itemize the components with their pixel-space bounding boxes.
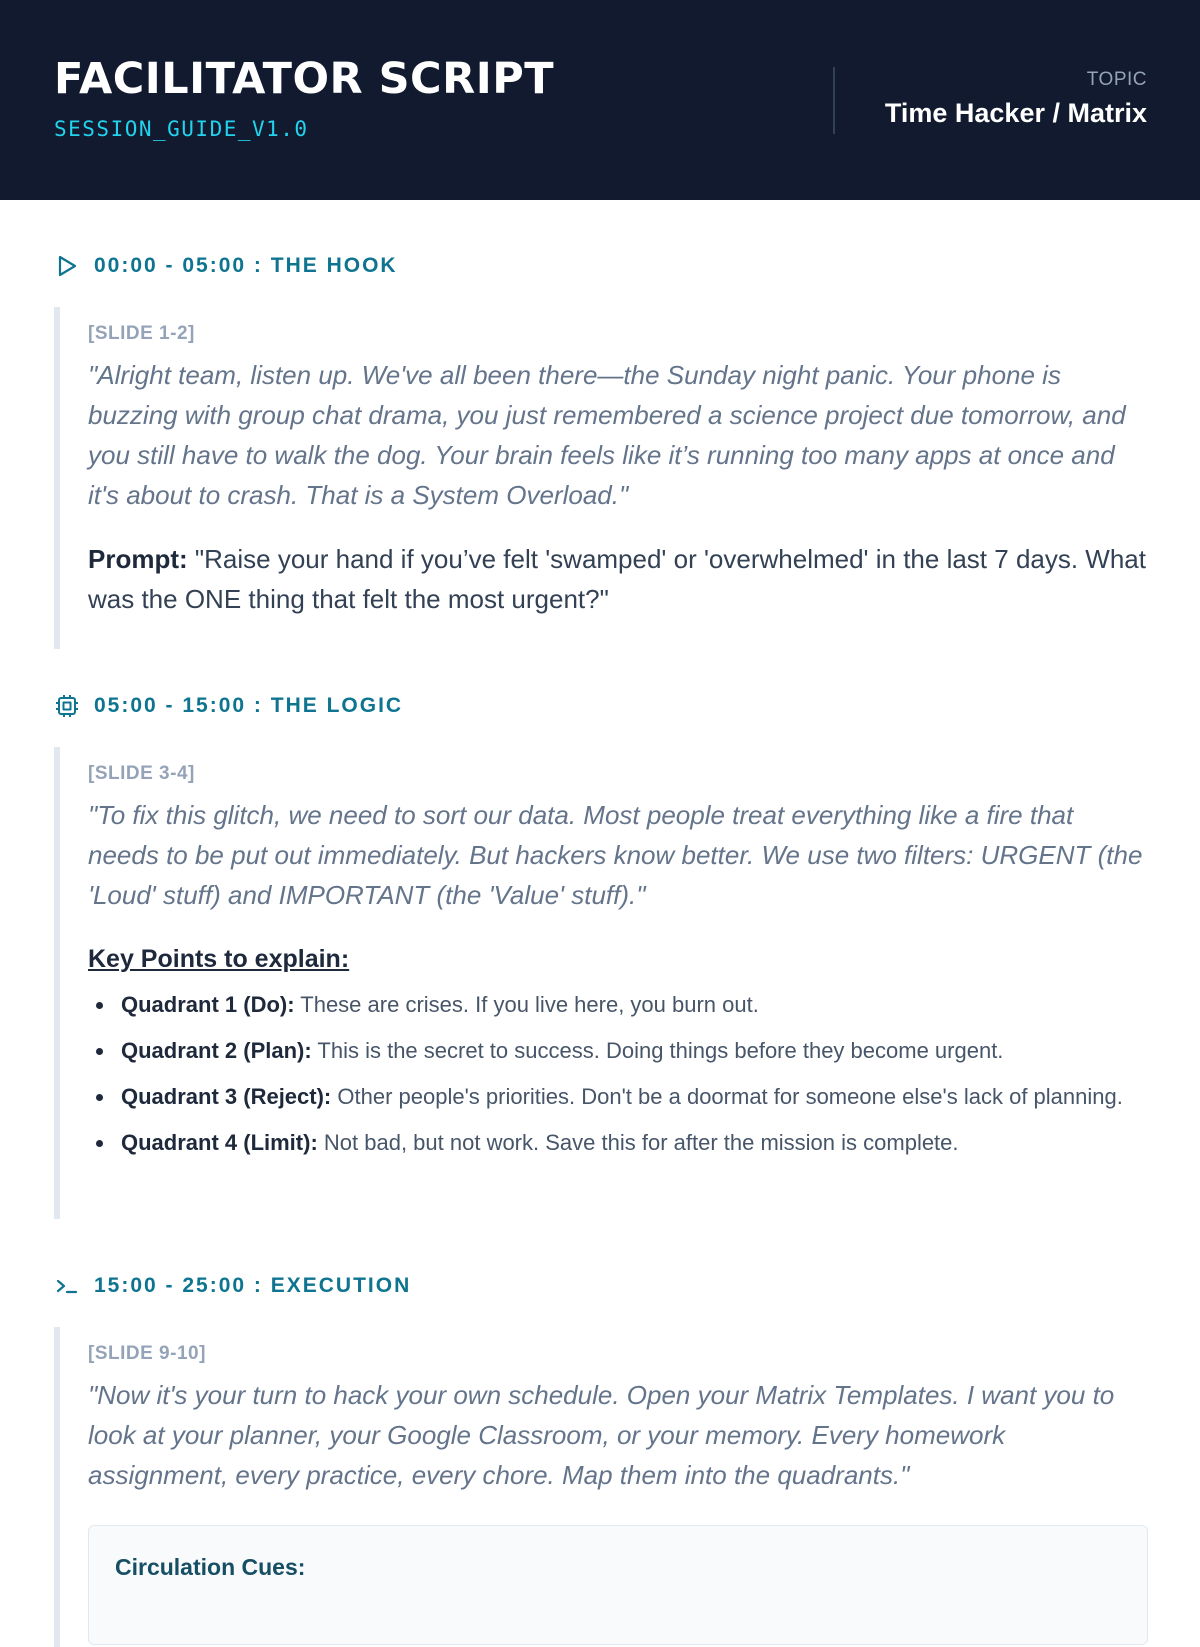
prompt-label: Prompt: bbox=[88, 544, 188, 574]
section-logic bbox=[54, 689, 1148, 1219]
key-point-label: Quadrant 1 (Do): bbox=[121, 992, 295, 1017]
section-title: 15:00 - 25:00 : EXECUTION bbox=[94, 1274, 412, 1297]
circulation-cues-title: Circulation Cues: bbox=[115, 1554, 306, 1580]
key-point-text: These are crises. If you live here, you burn out. bbox=[294, 992, 759, 1017]
key-point-text: Other people's priorities. Don't be a doormat for someone else's lack of planning. bbox=[331, 1084, 1123, 1109]
list-item bbox=[88, 1126, 1148, 1160]
page-header bbox=[0, 0, 1200, 200]
script-block bbox=[54, 1327, 1148, 1647]
script-quote: "Alright team, listen up. We've all been there—the Sunday night panic. Your phone is buzzing with group chat drama, you just remembered a science project due tomorrow, and you still have to walk the dog. Your brain feels like it’s running too many apps at once and it's about to crash. That is a System Overload." bbox=[88, 360, 1126, 510]
list-item bbox=[88, 1080, 1148, 1114]
list-item bbox=[88, 988, 1148, 1022]
prompt-text bbox=[88, 539, 1148, 619]
list-item bbox=[88, 1034, 1148, 1068]
section-hook bbox=[54, 249, 1148, 649]
key-point-label: Quadrant 3 (Reject): bbox=[121, 1084, 332, 1109]
topic-label: TOPIC bbox=[1086, 69, 1147, 90]
key-point-label: Quadrant 2 (Plan): bbox=[121, 1038, 312, 1063]
key-points-list bbox=[88, 988, 1148, 1160]
prompt-body: "Raise your hand if you’ve felt 'swamped' or 'overwhelmed' in the last 7 days. What was the ONE thing that felt the most urgent?" bbox=[88, 544, 1146, 614]
slide-tag: [SLIDE 3-4] bbox=[88, 763, 195, 784]
slide-tag: [SLIDE 1-2] bbox=[88, 323, 195, 344]
section-title: 00:00 - 05:00 : THE HOOK bbox=[94, 254, 398, 277]
header-divider bbox=[833, 67, 835, 134]
script-block bbox=[54, 747, 1148, 1219]
section-header bbox=[54, 689, 1148, 723]
section-execution bbox=[54, 1269, 1148, 1647]
section-title: 05:00 - 15:00 : THE LOGIC bbox=[94, 694, 404, 717]
key-point-text: Not bad, but not work. Save this for after the mission is complete. bbox=[317, 1130, 959, 1155]
topic-value: Time Hacker / Matrix bbox=[884, 98, 1147, 128]
slide-tag: [SLIDE 9-10] bbox=[88, 1343, 206, 1364]
script-block bbox=[54, 307, 1148, 649]
cpu-icon bbox=[54, 693, 80, 719]
play-icon bbox=[54, 253, 80, 279]
script-quote: "To fix this glitch, we need to sort our data. Most people treat everything like a fire that needs to be put out immediately. But hackers know better. We use two filters: URGENT (the 'Loud' stuff) and IMPORTANT (the 'Value' stuff)." bbox=[88, 800, 1143, 910]
circulation-cues-box bbox=[88, 1525, 1148, 1645]
terminal-icon bbox=[54, 1273, 80, 1299]
key-points-heading: Key Points to explain: bbox=[88, 945, 350, 973]
page-title: FACILITATOR SCRIPT bbox=[54, 54, 555, 104]
key-point-label: Quadrant 4 (Limit): bbox=[121, 1130, 318, 1155]
key-point-text: This is the secret to success. Doing things before they become urgent. bbox=[311, 1038, 1004, 1063]
script-quote: "Now it's your turn to hack your own schedule. Open your Matrix Templates. I want you to look at your planner, your Google Classroom, or your memory. Every homework assignment, every practice, every chore. Map them into the quadrants." bbox=[88, 1380, 1115, 1490]
session-guide-version: SESSION_GUIDE_V1.0 bbox=[54, 117, 309, 141]
section-header bbox=[54, 249, 1148, 283]
section-header bbox=[54, 1269, 1148, 1303]
